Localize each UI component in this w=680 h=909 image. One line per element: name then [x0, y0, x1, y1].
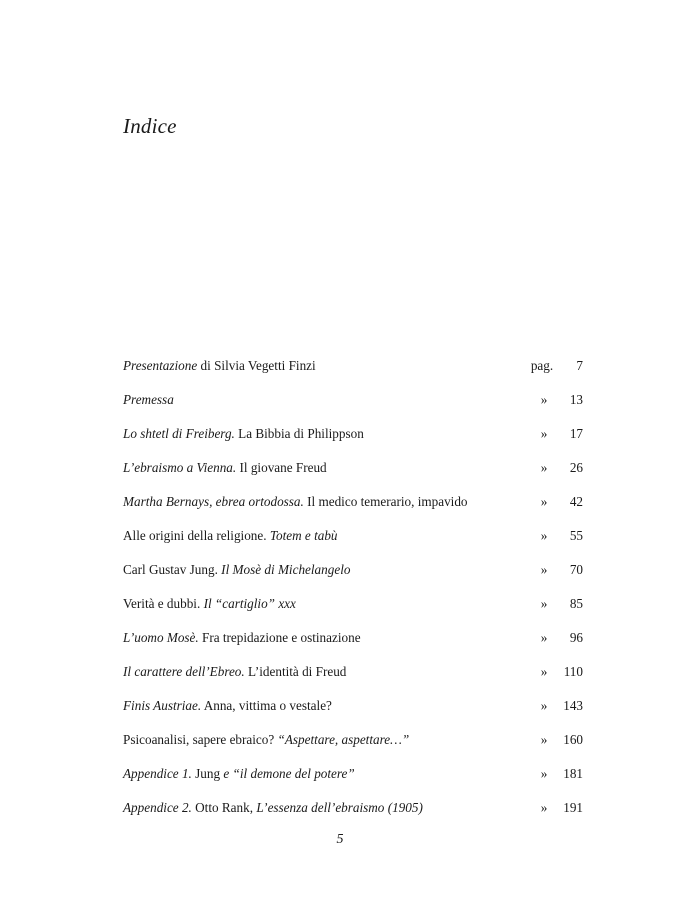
toc-entry [123, 487, 583, 521]
toc-entry-title: Finis Austriae. Anna, vittima o vestale? [123, 698, 332, 713]
toc-entry [123, 351, 583, 385]
toc-entry [123, 793, 583, 827]
toc-entry [123, 419, 583, 453]
toc-entry [123, 589, 583, 623]
continuation-mark: » [540, 800, 548, 815]
continuation-mark: » [540, 766, 548, 781]
continuation-mark: » [540, 392, 548, 407]
toc-entry-title: Appendice 2. Otto Rank, L’essenza dell’ebraismo (1905) [123, 800, 423, 815]
continuation-mark: » [540, 562, 548, 577]
toc-entry [123, 385, 583, 419]
continuation-mark: » [540, 426, 548, 441]
toc-page-number: 13 [569, 392, 583, 407]
toc-entry [123, 555, 583, 589]
toc-entry-title: Lo shtetl di Freiberg. La Bibbia di Philippson [123, 426, 364, 441]
toc-page-number: 110 [563, 664, 583, 679]
continuation-mark: » [540, 460, 548, 475]
toc-entry [123, 759, 583, 793]
toc-entry-title: Appendice 1. Jung e “il demone del potere” [123, 766, 355, 781]
toc-entry-title: Premessa [123, 392, 174, 407]
toc-entry [123, 453, 583, 487]
toc-page-number: 26 [569, 460, 583, 475]
continuation-mark: » [540, 630, 548, 645]
toc-entry-title: Il carattere dell’Ebreo. L’identità di Freud [123, 664, 347, 679]
toc-page-number: 42 [569, 494, 583, 509]
toc-entry [123, 657, 583, 691]
toc-entry-title: L’uomo Mosè. Fra trepidazione e ostinazione [123, 630, 361, 645]
toc-entry-title: Psicoanalisi, sapere ebraico? “Aspettare, aspettare…” [123, 732, 410, 747]
toc-entry [123, 691, 583, 725]
continuation-mark: » [540, 494, 548, 509]
continuation-mark: » [540, 664, 548, 679]
toc-page-number: 7 [576, 358, 583, 373]
toc-page-number: 96 [569, 630, 583, 645]
toc-page-number: 143 [563, 698, 583, 713]
page-number: 5 [336, 832, 344, 847]
toc-page-number: 181 [563, 766, 583, 781]
toc-entry-title: L’ebraismo a Vienna. Il giovane Freud [123, 460, 327, 475]
toc-entry-title: Martha Bernays, ebrea ortodossa. Il medico temerario, impavido [123, 494, 468, 509]
toc-entry [123, 725, 583, 759]
page-title: Indice [123, 114, 177, 138]
toc-entry [123, 623, 583, 657]
toc-entry-title: Carl Gustav Jung. Il Mosè di Michelangelo [123, 562, 351, 577]
toc-page-number: 191 [563, 800, 583, 815]
toc-page-number: 17 [569, 426, 583, 441]
continuation-mark: » [540, 596, 548, 611]
toc-entry [123, 521, 583, 555]
page-label: pag. [530, 358, 554, 373]
table-of-contents [123, 351, 583, 827]
toc-entry-title: Verità e dubbi. Il “cartiglio” xxx [123, 596, 296, 611]
toc-entry-title: Presentazione di Silvia Vegetti Finzi [123, 358, 316, 373]
toc-page-number: 70 [569, 562, 583, 577]
continuation-mark: » [540, 698, 548, 713]
continuation-mark: » [540, 528, 548, 543]
toc-entry-title: Alle origini della religione. Totem e tabù [123, 528, 338, 543]
toc-page-number: 160 [563, 732, 583, 747]
toc-page-number: 55 [569, 528, 583, 543]
toc-page-number: 85 [569, 596, 583, 611]
continuation-mark: » [540, 732, 548, 747]
